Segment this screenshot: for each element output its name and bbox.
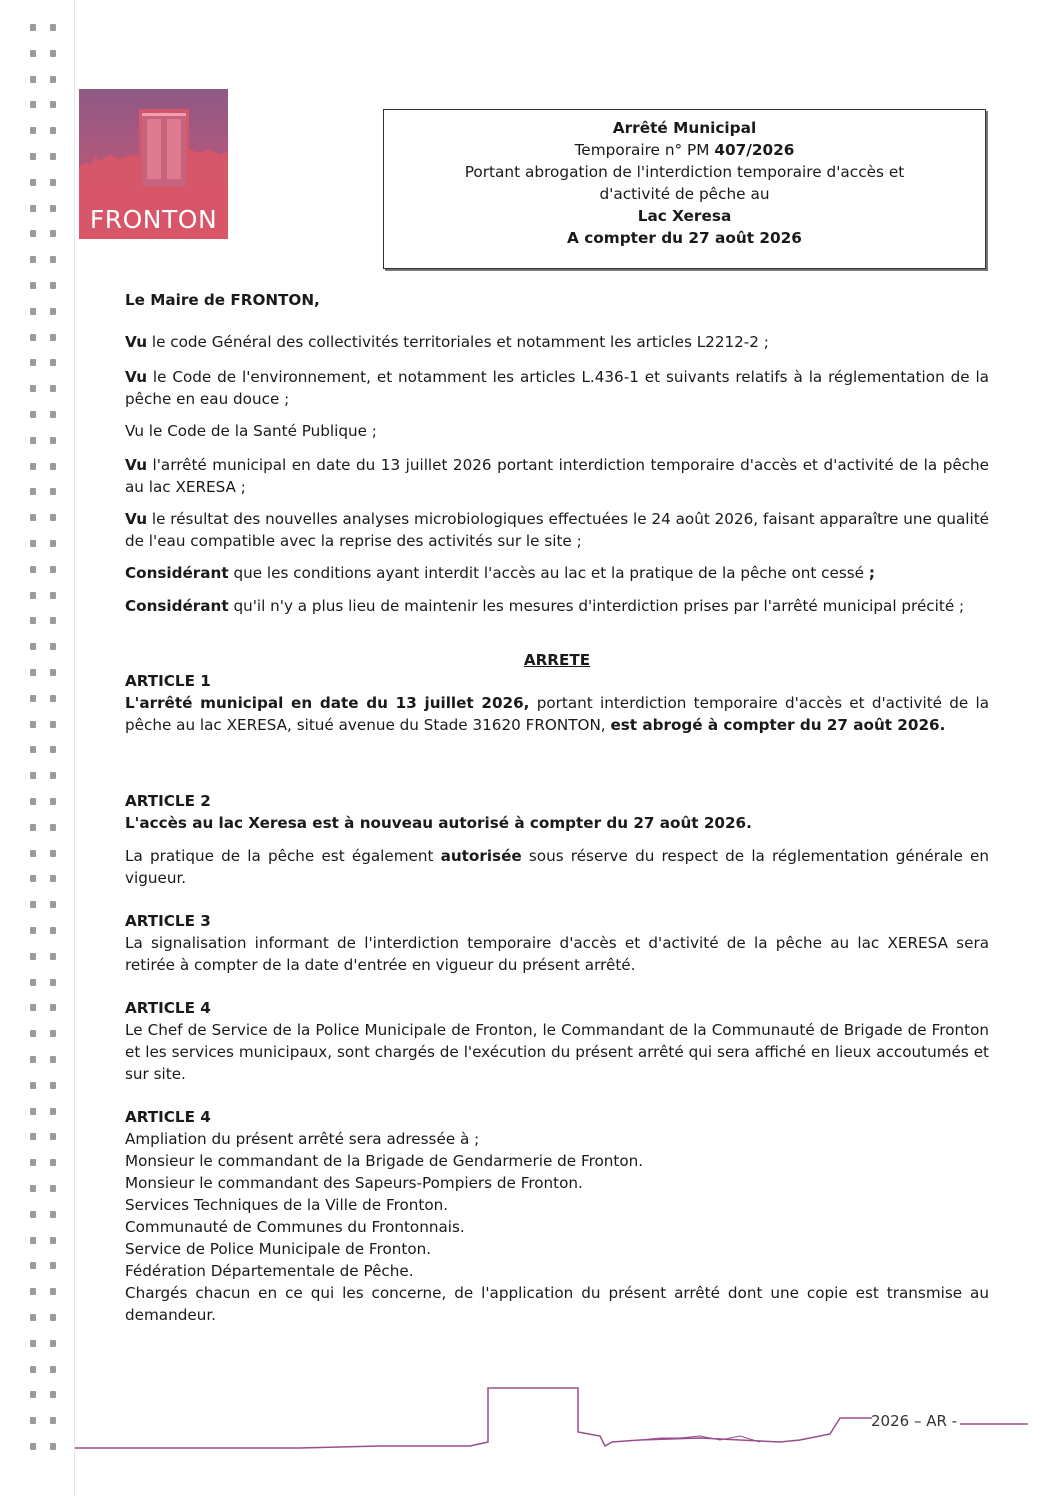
- article-5-closing: Chargés chacun en ce qui les concerne, de l'application du présent arrêté dont une copie est transmise au demandeur.: [125, 1284, 989, 1324]
- binder-hole: [50, 437, 56, 444]
- article-3-body: La signalisation informant de l'interdiction temporaire d'accès et d'activité de la pêche au lac XERESA sera retirée à compter de la date d'entrée en vigueur du présent arrêté.: [125, 934, 989, 974]
- binder-hole: [30, 179, 36, 186]
- binder-hole: [30, 50, 36, 57]
- binder-hole: [50, 746, 56, 753]
- binder-hole: [50, 76, 56, 83]
- article-4-body: Le Chef de Service de la Police Municipale de Fronton, le Commandant de la Communauté de Brigade de Fronton et les services municipaux, sont chargés de l'exécution du présent arrêté qui sera affiché en lieux accoutumés et sur site.: [125, 1021, 989, 1083]
- article-3-title: ARTICLE 3: [125, 912, 211, 930]
- considerant-2-text: qu'il n'y a plus lieu de maintenir les mesures d'interdiction prises par l'arrêté municipal précité ;: [228, 597, 965, 615]
- binder-hole: [30, 1288, 36, 1295]
- binder-hole: [50, 205, 56, 212]
- distribution-item: Monsieur le commandant des Sapeurs-Pompiers de Fronton.: [125, 1174, 583, 1192]
- binder-hole: [30, 1185, 36, 1192]
- vu-1-lead: Vu: [125, 333, 148, 351]
- binder-hole: [30, 927, 36, 934]
- binder-hole: [50, 875, 56, 882]
- binder-hole: [30, 127, 36, 134]
- binder-hole: [30, 359, 36, 366]
- binder-hole: [30, 540, 36, 547]
- binder-hole: [30, 308, 36, 315]
- binder-hole: [50, 127, 56, 134]
- article-1-body: [125, 692, 989, 736]
- binder-hole: [50, 772, 56, 779]
- article-2-text-bold: autorisée: [440, 847, 522, 865]
- binder-hole: [50, 953, 56, 960]
- binder-hole: [30, 746, 36, 753]
- binder-hole: [30, 772, 36, 779]
- distribution-item: Communauté de Communes du Frontonnais.: [125, 1218, 465, 1236]
- binder-hole: [50, 566, 56, 573]
- binder-hole: [30, 1159, 36, 1166]
- binder-hole: [30, 24, 36, 31]
- binder-hole: [50, 1108, 56, 1115]
- binder-hole: [50, 1262, 56, 1269]
- binder-hole: [50, 24, 56, 31]
- binder-hole: [50, 282, 56, 289]
- binder-hole: [30, 979, 36, 986]
- binder-hole: [30, 101, 36, 108]
- decree-number-prefix: Temporaire n° PM: [574, 141, 715, 159]
- vu-5-text: le résultat des nouvelles analyses microbiologiques effectuées le 24 août 2026, faisant apparaître une qualité de l'eau compatible avec la reprise des activités sur le site ;: [125, 510, 989, 550]
- binder-hole: [50, 488, 56, 495]
- binder-hole: [50, 153, 56, 160]
- binder-hole: [50, 308, 56, 315]
- binder-hole: [50, 901, 56, 908]
- considerant-2: [125, 595, 989, 617]
- margin-line: [74, 0, 75, 1496]
- binder-hole: [30, 411, 36, 418]
- binder-hole: [30, 1108, 36, 1115]
- considerant-1: [125, 562, 989, 584]
- binder-hole: [50, 1133, 56, 1140]
- article-1-text: portant interdiction temporaire d'accès et d'activité de la pêche au lac XERESA, situé avenue du Stade 31620 FRONTON,: [125, 694, 990, 734]
- binder-hole: [30, 1314, 36, 1321]
- article-2-body: [125, 845, 989, 889]
- vu-4-lead: Vu: [125, 456, 148, 474]
- binder-hole: [50, 798, 56, 805]
- article-5-title: ARTICLE 4: [125, 1108, 211, 1126]
- binder-hole: [50, 643, 56, 650]
- binder-hole: [50, 695, 56, 702]
- binder-hole: [50, 979, 56, 986]
- binder-hole: [30, 153, 36, 160]
- binder-hole: [30, 1056, 36, 1063]
- mayor-heading: Le Maire de FRONTON,: [125, 291, 320, 309]
- considerant-1-end: ;: [868, 564, 875, 582]
- binder-hole: [50, 463, 56, 470]
- article-2-lead: L'accès au lac Xeresa est à nouveau autorisé à compter du 27 août 2026.: [125, 814, 752, 832]
- article-2-title: ARTICLE 2: [125, 792, 211, 810]
- binder-hole: [50, 514, 56, 521]
- decree-location: Lac Xeresa: [637, 207, 732, 225]
- binder-hole: [50, 334, 56, 341]
- binder-hole: [50, 1185, 56, 1192]
- vu-1: [125, 331, 989, 353]
- binder-hole: [50, 721, 56, 728]
- binder-hole: [30, 230, 36, 237]
- vu-2-text: le Code de l'environnement, et notamment les articles L.436-1 et suivants relatifs à la réglementation de la pêche en eau douce ;: [125, 368, 989, 408]
- decree-subject-line2: d'activité de pêche au: [599, 185, 770, 203]
- binder-hole: [50, 540, 56, 547]
- decree-number-value: 407/2026: [714, 141, 795, 159]
- binder-hole: [50, 411, 56, 418]
- binder-hole: [30, 721, 36, 728]
- footer-reference: 2026 – AR -: [871, 1412, 958, 1430]
- binder-hole: [30, 875, 36, 882]
- binder-hole: [50, 1004, 56, 1011]
- binder-hole: [30, 282, 36, 289]
- binder-hole: [50, 230, 56, 237]
- binder-hole: [50, 256, 56, 263]
- decree-effective-date: A compter du 27 août 2026: [567, 229, 802, 247]
- binder-hole: [50, 1211, 56, 1218]
- binder-hole: [30, 669, 36, 676]
- considerant-2-lead: Considérant: [125, 597, 229, 615]
- distribution-item: Ampliation du présent arrêté sera adressée à ;: [125, 1130, 480, 1148]
- vu-2: [125, 366, 989, 410]
- binder-hole: [30, 824, 36, 831]
- article-2-text-pre: La pratique de la pêche est également: [125, 847, 441, 865]
- article-4-title: ARTICLE 4: [125, 999, 211, 1017]
- binder-hole: [30, 334, 36, 341]
- binder-hole: [30, 1366, 36, 1373]
- binder-hole: [50, 1030, 56, 1037]
- vu-2-lead: Vu: [125, 368, 148, 386]
- binder-hole: [50, 1340, 56, 1347]
- binder-hole: [30, 1004, 36, 1011]
- binder-hole: [30, 953, 36, 960]
- binder-hole: [30, 463, 36, 470]
- fronton-logo: [79, 89, 228, 239]
- article-1-bold-end: est abrogé à compter du 27 août 2026.: [610, 716, 946, 734]
- binder-hole: [50, 669, 56, 676]
- binder-hole: [50, 927, 56, 934]
- binder-hole: [30, 437, 36, 444]
- binder-hole: [30, 256, 36, 263]
- binder-hole: [30, 76, 36, 83]
- distribution-item: Fédération Départementale de Pêche.: [125, 1262, 414, 1280]
- logo-text: FRONTON: [89, 205, 218, 234]
- binder-hole: [30, 643, 36, 650]
- binder-hole: [30, 798, 36, 805]
- binder-holes: [26, 24, 66, 1464]
- vu-1-text: le code Général des collectivités territoriales et notamment les articles L2212-2 ;: [147, 333, 769, 351]
- binder-hole: [30, 1211, 36, 1218]
- binder-hole: [50, 1056, 56, 1063]
- decree-type: Arrêté Municipal: [612, 119, 757, 137]
- distribution-item: Monsieur le commandant de la Brigade de Gendarmerie de Fronton.: [125, 1152, 644, 1170]
- binder-hole: [30, 1030, 36, 1037]
- decree-title-box: [383, 109, 986, 269]
- binder-hole: [30, 566, 36, 573]
- binder-hole: [50, 1237, 56, 1244]
- vu-4-text: l'arrêté municipal en date du 13 juillet 2026 portant interdiction temporaire d'accès et d'activité de la pêche au lac XERESA ;: [125, 456, 989, 496]
- article-1-title: ARTICLE 1: [125, 672, 211, 690]
- binder-hole: [50, 617, 56, 624]
- binder-hole: [50, 1159, 56, 1166]
- considerant-1-text: que les conditions ayant interdit l'accès au lac et la pratique de la pêche ont cessé: [228, 564, 869, 582]
- binder-hole: [30, 385, 36, 392]
- binder-hole: [50, 50, 56, 57]
- binder-hole: [50, 1366, 56, 1373]
- binder-hole: [30, 901, 36, 908]
- binder-hole: [30, 1340, 36, 1347]
- binder-hole: [50, 592, 56, 599]
- vu-5-lead: Vu: [125, 510, 148, 528]
- binder-hole: [50, 385, 56, 392]
- considerant-1-lead: Considérant: [125, 564, 229, 582]
- binder-hole: [30, 1082, 36, 1089]
- binder-hole: [50, 824, 56, 831]
- binder-hole: [30, 488, 36, 495]
- arrete-heading: ARRETE: [523, 651, 591, 669]
- decree-subject-line1: Portant abrogation de l'interdiction temporaire d'accès et: [464, 163, 905, 181]
- binder-hole: [30, 205, 36, 212]
- distribution-item: Services Techniques de la Ville de Fronton.: [125, 1196, 449, 1214]
- binder-hole: [50, 1082, 56, 1089]
- binder-hole: [30, 1237, 36, 1244]
- distribution-item: Service de Police Municipale de Fronton.: [125, 1240, 432, 1258]
- binder-hole: [50, 359, 56, 366]
- binder-hole: [30, 850, 36, 857]
- vu-5: [125, 508, 989, 552]
- binder-hole: [30, 1262, 36, 1269]
- vu-4: [125, 454, 989, 498]
- binder-hole: [30, 695, 36, 702]
- article-2-text-post: sous réserve du respect de la réglementation générale en vigueur.: [125, 847, 990, 887]
- binder-hole: [30, 514, 36, 521]
- binder-hole: [30, 592, 36, 599]
- binder-hole: [30, 1133, 36, 1140]
- binder-hole: [50, 1314, 56, 1321]
- article-1-bold-start: L'arrêté municipal en date du 13 juillet 2026,: [125, 694, 530, 712]
- decree-number: [384, 139, 985, 161]
- vu-3: Vu le Code de la Santé Publique ;: [125, 422, 377, 440]
- binder-hole: [50, 179, 56, 186]
- binder-hole: [30, 617, 36, 624]
- binder-hole: [50, 101, 56, 108]
- binder-hole: [50, 1288, 56, 1295]
- article-5-list: [125, 1128, 989, 1282]
- binder-hole: [50, 850, 56, 857]
